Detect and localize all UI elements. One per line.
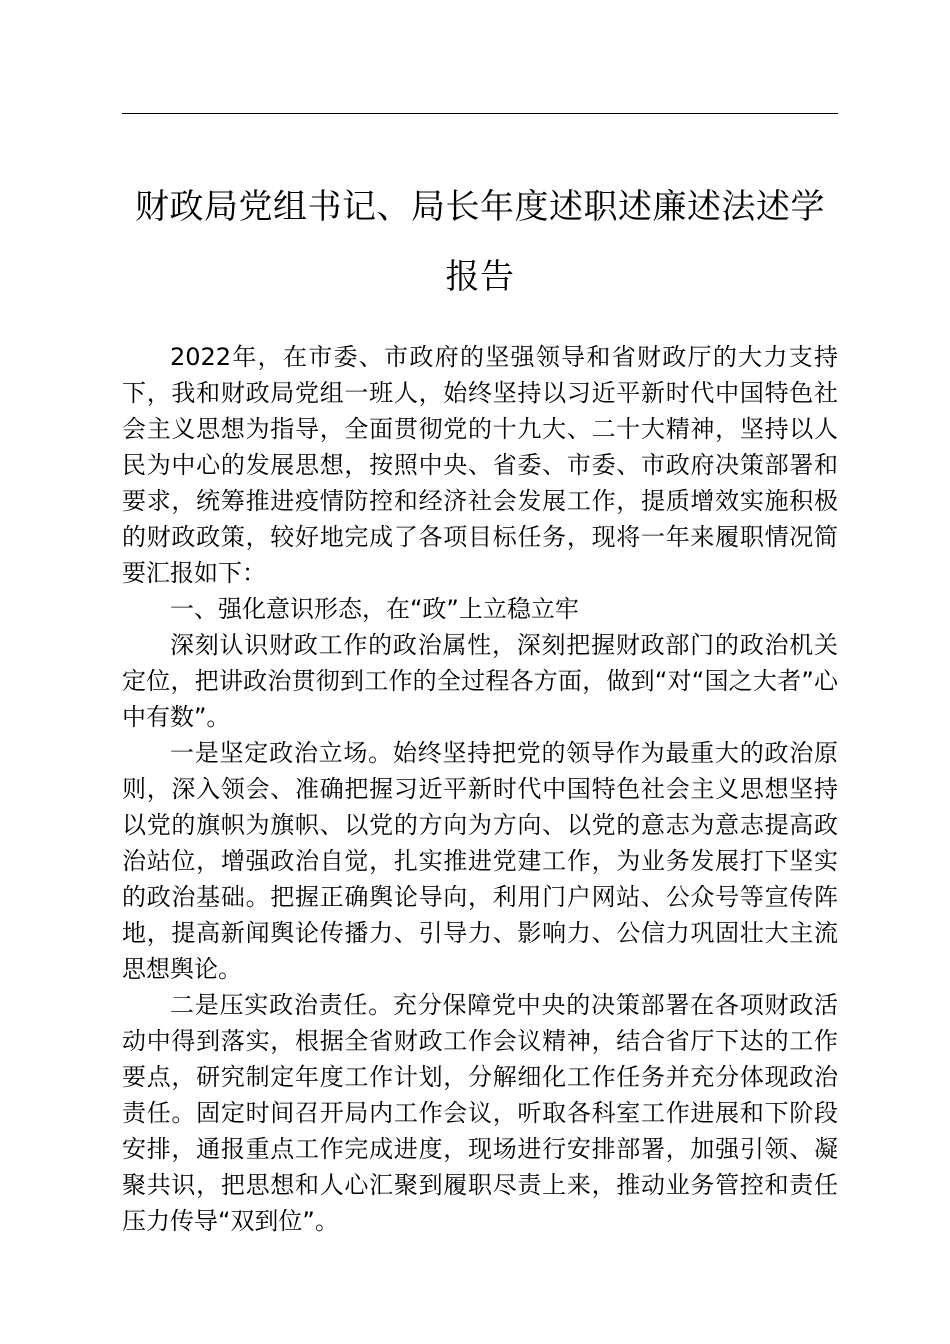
section-intro-paragraph: 深刻认识财政工作的政治属性，深刻把握财政部门的政治机关定位，把讲政治贯彻到工作的全过程各方面，做到“对“国之大者”心中有数”。: [122, 631, 838, 731]
section-heading: 一、强化意识形态，在“政”上立稳立牢: [170, 595, 579, 623]
point-one-paragraph: 一是坚定政治立场。始终坚持把党的领导作为最重大的政治原则，深入领会、准确把握习近平新时代中国特色社会主义思想坚持以党的旗帜为旗帜、以党的方向为方向、以党的意志为意志提高政治站位，增强政治自觉，扎实推进党建工作，为业务发展打下坚实的政治基础。把握正确舆论导向，利用门户网站、公众号等宣传阵地，提高新闻舆论传播力、引导力、影响力、公信力巩固壮大主流思想舆论。: [122, 739, 838, 983]
intro-paragraph: 2022年，在市委、市政府的坚强领导和省财政厅的大力支持下，我和财政局党组一班人，始终坚持以习近平新时代中国特色社会主义思想为指导，全面贯彻党的十九大、二十大精神，坚持以人民为中心的发展思想，按照中央、省委、市委、市政府决策部署和要求，统筹推进疫情防控和经济社会发展工作，提质增效实施积极的财政政策，较好地完成了各项目标任务，现将一年来履职情况简要汇报如下：: [122, 343, 838, 587]
document-title: 财政局党组书记、局长年度述职述廉述法述学报告: [135, 187, 825, 297]
header-rule: [122, 113, 838, 114]
document-body: [122, 339, 838, 1239]
point-two-paragraph: 二是压实政治责任。充分保障党中央的决策部署在各项财政活动中得到落实，根据全省财政工作会议精神，结合省厅下达的工作要点，研究制定年度工作计划，分解细化工作任务并充分体现政治责任。固定时间召开局内工作会议，听取各科室工作进展和下阶段安排，通报重点工作完成进度，现场进行安排部署，加强引领、凝聚共识，把思想和人心汇聚到履职尽责上来，推动业务管控和责任压力传导“双到位”。: [122, 991, 838, 1235]
